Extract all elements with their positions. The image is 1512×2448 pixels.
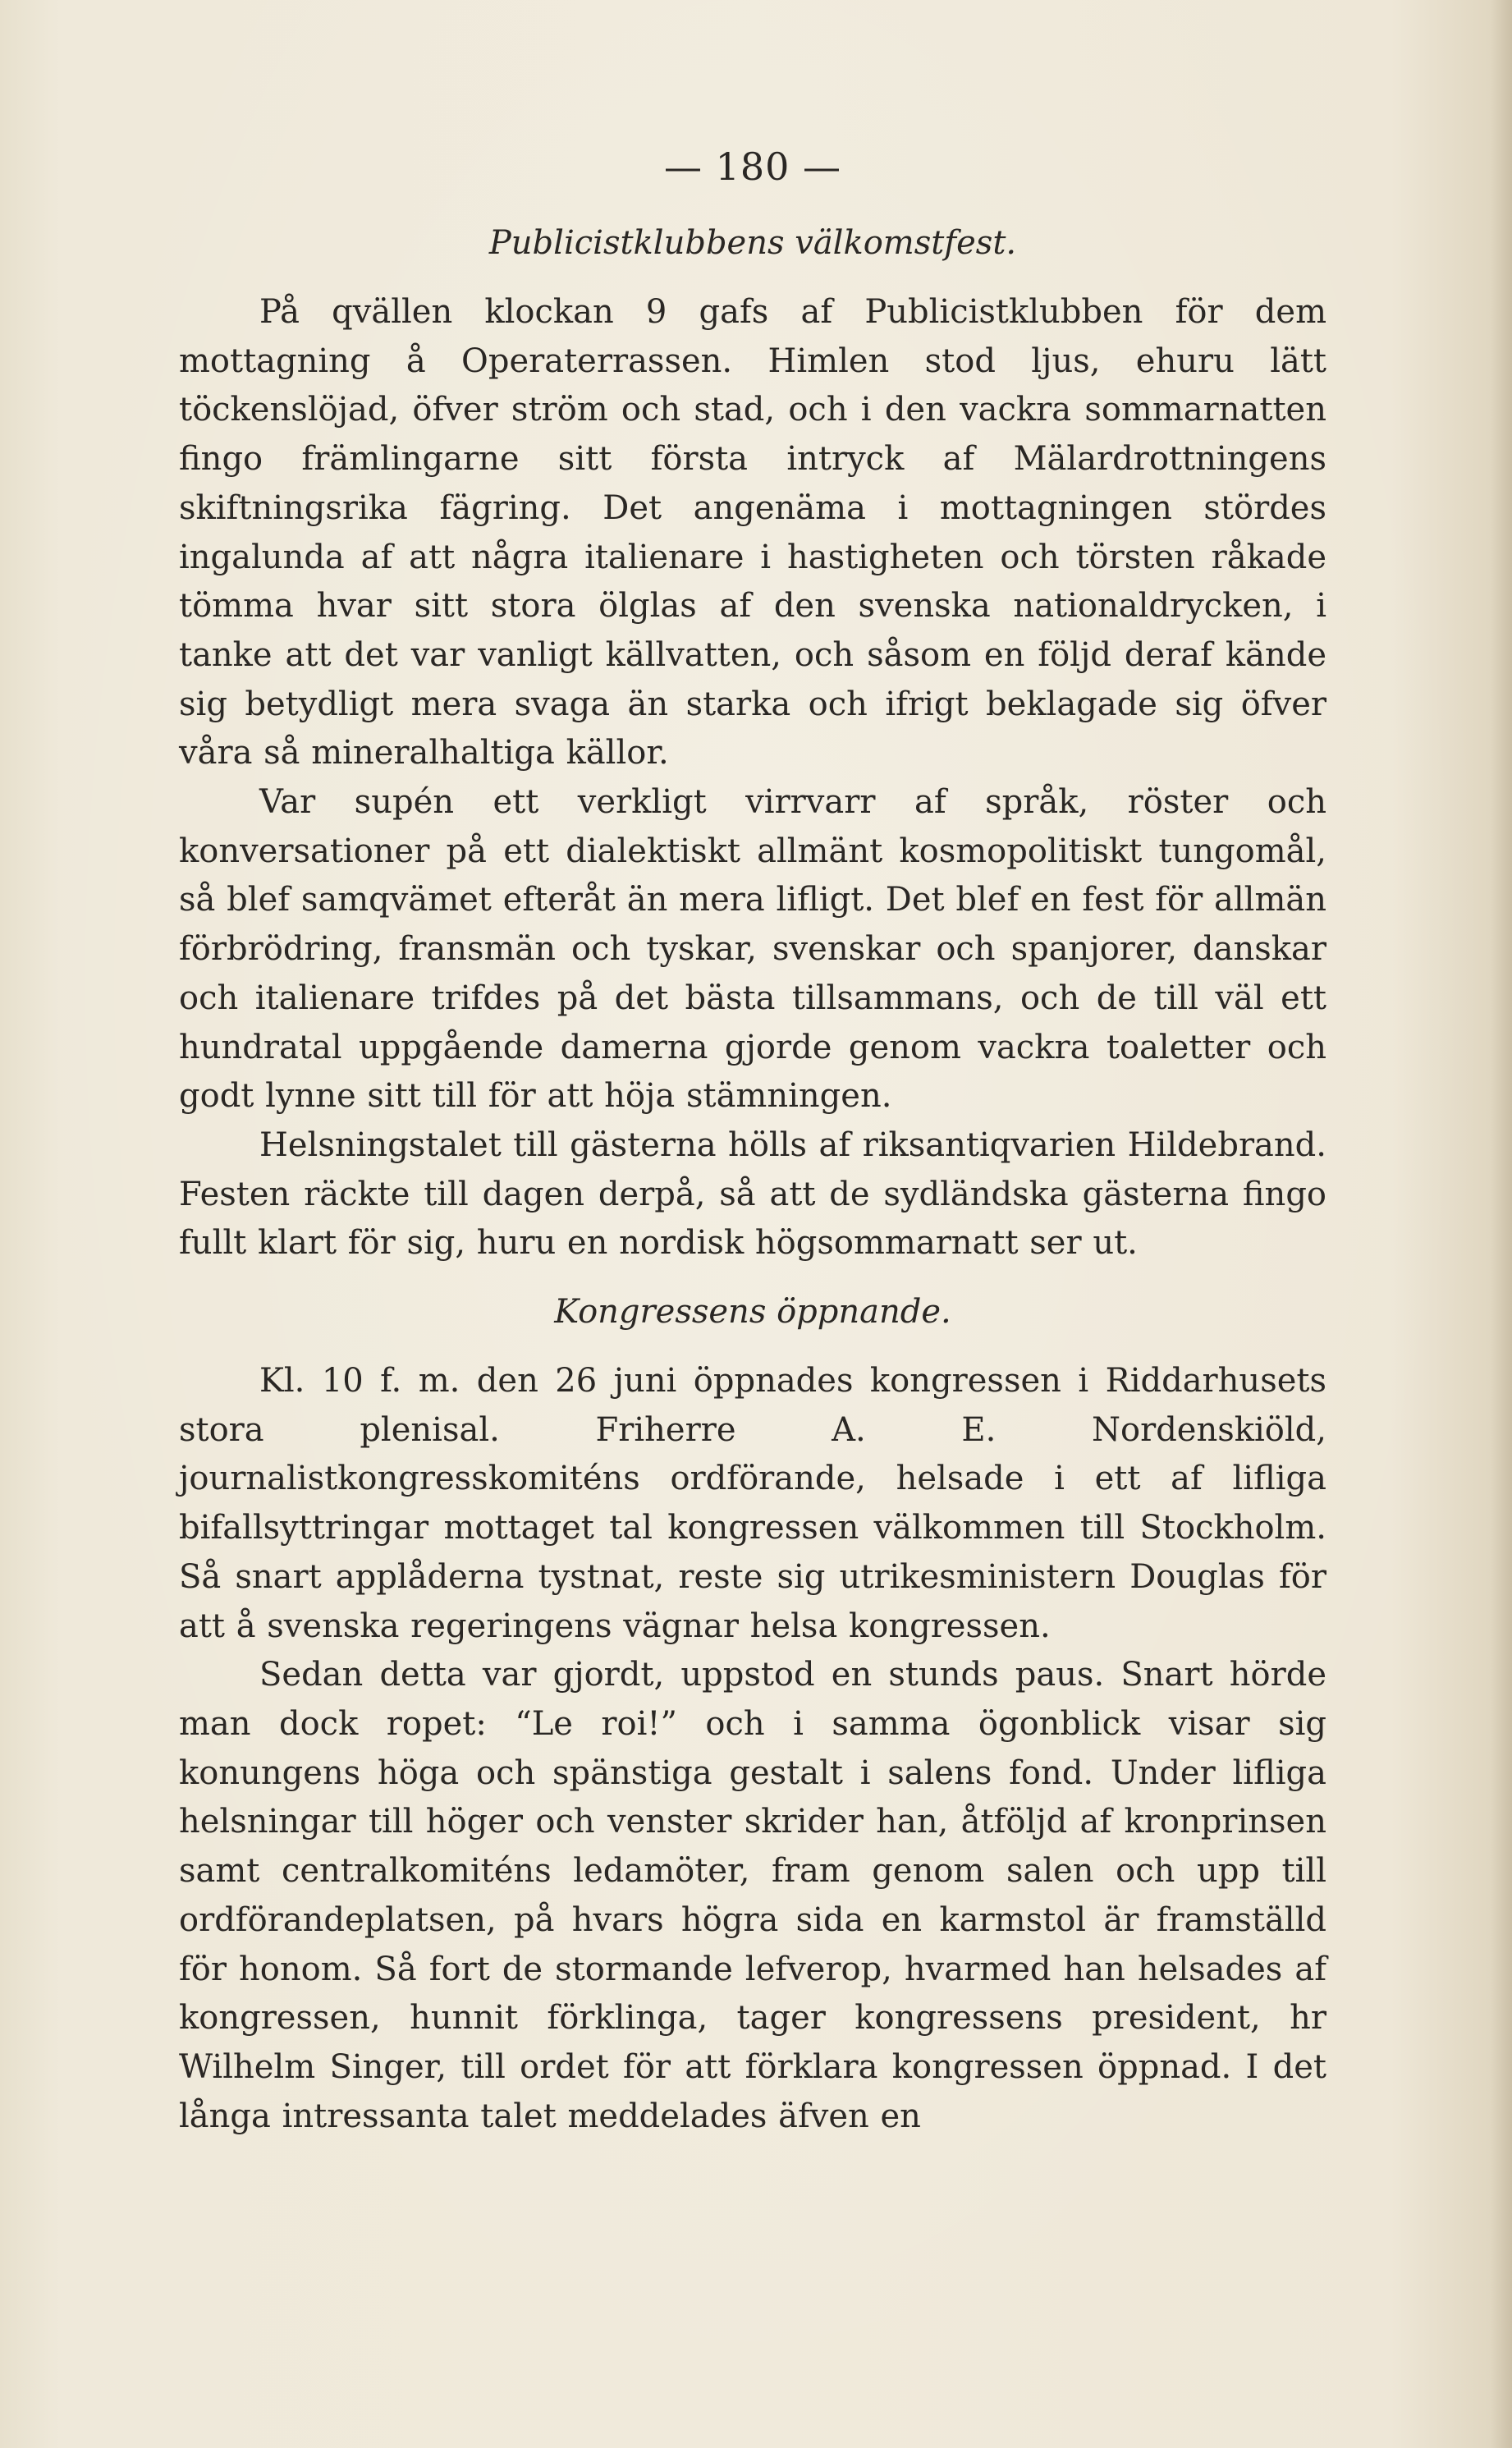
paragraph: Var supén ett verkligt virrvarr af språk, röster och konversationer på ett dialektiskt allmänt kosmopolitiskt tungomål, så blef samqvämet efteråt än mera lifligt. Det blef en fest för allmän förbrödring, fransmän och tyskar, svenskar och spanjorer, danskar och italienare trifdes på det bästa tillsammans, och de till väl ett hundratal uppgående damerna gjorde genom vackra toaletter och godt lynne sitt till för att höja stämningen. (179, 783, 1326, 1116)
section-heading-opening: Kongressens öppnande. (554, 1293, 951, 1332)
page-number: — 180 — (663, 144, 842, 189)
paragraph: Sedan detta var gjordt, uppstod en stunds paus. Snart hörde man dock ropet: “Le roi!” och i samma ögonblick visar sig konungens höga och spänstiga gestalt i salens fond. Under lifliga helsningar till höger och venster skrider han, åtföljd af kronprinsen samt centralkomiténs ledamöter, fram genom salen och upp till ordförandeplatsen, på hvars högra sida en karmstol är framställd för honom. Så fort de stormande lefverop, hvarmed han helsades af kongressen, hunnit förklinga, tager kongressens president, hr Wilhelm Singer, till ordet för att förklara kongressen öppnad. I det långa intressanta talet meddelades äfven en (179, 1656, 1326, 2135)
paragraph: Helsningstalet till gästerna hölls af riksantiqvarien Hildebrand. Festen räckte till dagen derpå, så att de sydländska gästerna fingo fullt klart för sig, huru en nordisk högsommarnatt ser ut. (179, 1125, 1326, 1263)
page-edge-shadow (1491, 0, 1512, 2448)
section-heading-welcome: Publicistklubbens välkomstfest. (488, 224, 1017, 262)
section-spacer (179, 1268, 1326, 1291)
page-content (179, 144, 1326, 2141)
paragraph: Kl. 10 f. m. den 26 juni öppnades kongressen i Riddarhusets stora plenisal. Friherre A. E. Nordenskiöld, journalistkongresskomiténs ordförande, helsade i ett af lifliga bifallsyttringar mottaget tal kongressen välkommen till Stockholm. Så snart applåderna tystnat, reste sig utrikesministern Douglas för att å svenska regeringens vägnar helsa kongressen. (179, 1362, 1326, 1645)
paragraph: På qvällen klockan 9 gafs af Publicistklubben för dem mottagning å Operaterrassen. Himlen stod ljus, ehuru lätt töckenslöjad, öfver ström och stad, och i den vackra sommarnatten fingo främlingarne sitt första intryck af Mälardrottningens skiftningsrika fägring. Det angenäma i mottagningen stördes ingalunda af att några italienare i hastigheten och törsten råkade tömma hvar sitt stora ölglas af den svenska nationaldrycken, i tanke att det var vanligt källvatten, och såsom en följd deraf kände sig betydligt mera svaga än starka och ifrigt beklagade sig öfver våra så mineralhaltiga källor. (179, 293, 1326, 772)
